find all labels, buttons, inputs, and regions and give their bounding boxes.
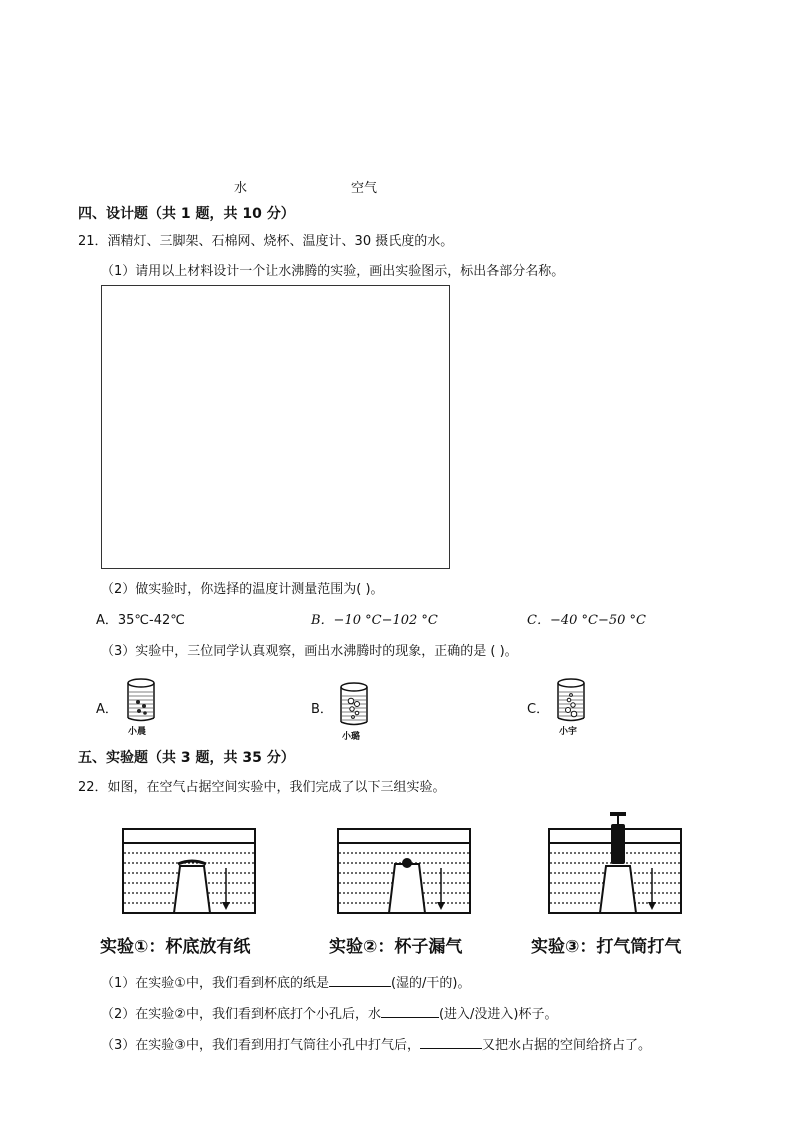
beaker-c-icon: [556, 678, 586, 722]
q21-p2-option-c[interactable]: C．−40 °C−50 °C: [527, 613, 646, 628]
q21-part1: （1）请用以上材料设计一个让水沸腾的实验，画出实验图示，标出各部分名称。: [101, 264, 565, 279]
label-air: 空气: [351, 181, 378, 196]
beaker-b-icon: [339, 682, 369, 726]
label-water: 水: [234, 181, 248, 196]
experiment1-label: 实验①：杯底放有纸: [100, 937, 251, 957]
experiment2-label: 实验②：杯子漏气: [329, 937, 463, 957]
q22-p2-text: 中，我们看到杯底打个小孔后，水: [185, 1007, 381, 1022]
q22-p1-suffix: (湿的/干的)。: [390, 976, 471, 991]
q22-p1-text: 中，我们看到杯底的纸是: [185, 976, 329, 991]
q21-part3: （3）实验中，三位同学认真观察，画出水沸腾时的现象，正确的是 ( )。: [101, 644, 518, 659]
q22-p3-suffix: 又把水占据的空间给挤占了。: [481, 1038, 651, 1053]
q21-p3-option-a-letter[interactable]: A．: [96, 702, 118, 717]
q21-p3-option-a-name: 小晨: [128, 727, 147, 737]
q21-p2-option-a[interactable]: A．35℃-42℃: [96, 613, 185, 628]
q22-p3-number: ③: [174, 1038, 186, 1053]
experiment1-diagram: [122, 828, 256, 914]
q22-p3-answer-blank[interactable]: [420, 1048, 482, 1049]
q21-p3-option-c-name: 小宇: [559, 727, 578, 737]
section5-title: 五、实验题（共 3 题，共 35 分）: [78, 750, 295, 766]
drawing-answer-box[interactable]: [101, 285, 450, 569]
q21-p3-option-c-letter[interactable]: C．: [527, 702, 550, 717]
experiment3-diagram: [548, 812, 682, 914]
q22-part1: [101, 972, 470, 991]
q22-p1-answer-blank[interactable]: [329, 986, 391, 987]
q22-p2-answer-blank[interactable]: [381, 1017, 439, 1018]
q21-p3-option-b-name: 小璐: [342, 732, 361, 742]
q21-stem: 21．酒精灯、三脚架、石棉网、烧杯、温度计、30 摄氏度的水。: [78, 234, 454, 249]
q22-p1-number: ①: [174, 976, 186, 991]
q22-p2-number: ②: [174, 1007, 186, 1022]
q21-p3-option-b-letter[interactable]: B．: [311, 702, 333, 717]
experiment2-diagram: [337, 828, 471, 914]
q22-p1-prefix: （1）在实验: [101, 976, 175, 991]
q21-part2: （2）做实验时，你选择的温度计测量范围为( )。: [101, 582, 384, 597]
q22-part2: [101, 1003, 557, 1022]
section4-title: 四、设计题（共 1 题，共 10 分）: [78, 206, 295, 222]
q21-p2-option-b[interactable]: B．−10 °C−102 °C: [311, 613, 438, 628]
beaker-a-icon: [126, 678, 156, 722]
q22-p3-prefix: （3）在实验: [101, 1038, 175, 1053]
experiment3-label: 实验③：打气筒打气: [531, 937, 682, 957]
q22-p3-text: 中，我们看到用打气筒往小孔中打气后，: [185, 1038, 420, 1053]
q22-part3: [101, 1034, 651, 1053]
q22-p2-suffix: (进入/没进入)杯子。: [438, 1007, 558, 1022]
q22-p2-prefix: （2）在实验: [101, 1007, 175, 1022]
q22-stem: 22．如图，在空气占据空间实验中，我们完成了以下三组实验。: [78, 780, 446, 795]
